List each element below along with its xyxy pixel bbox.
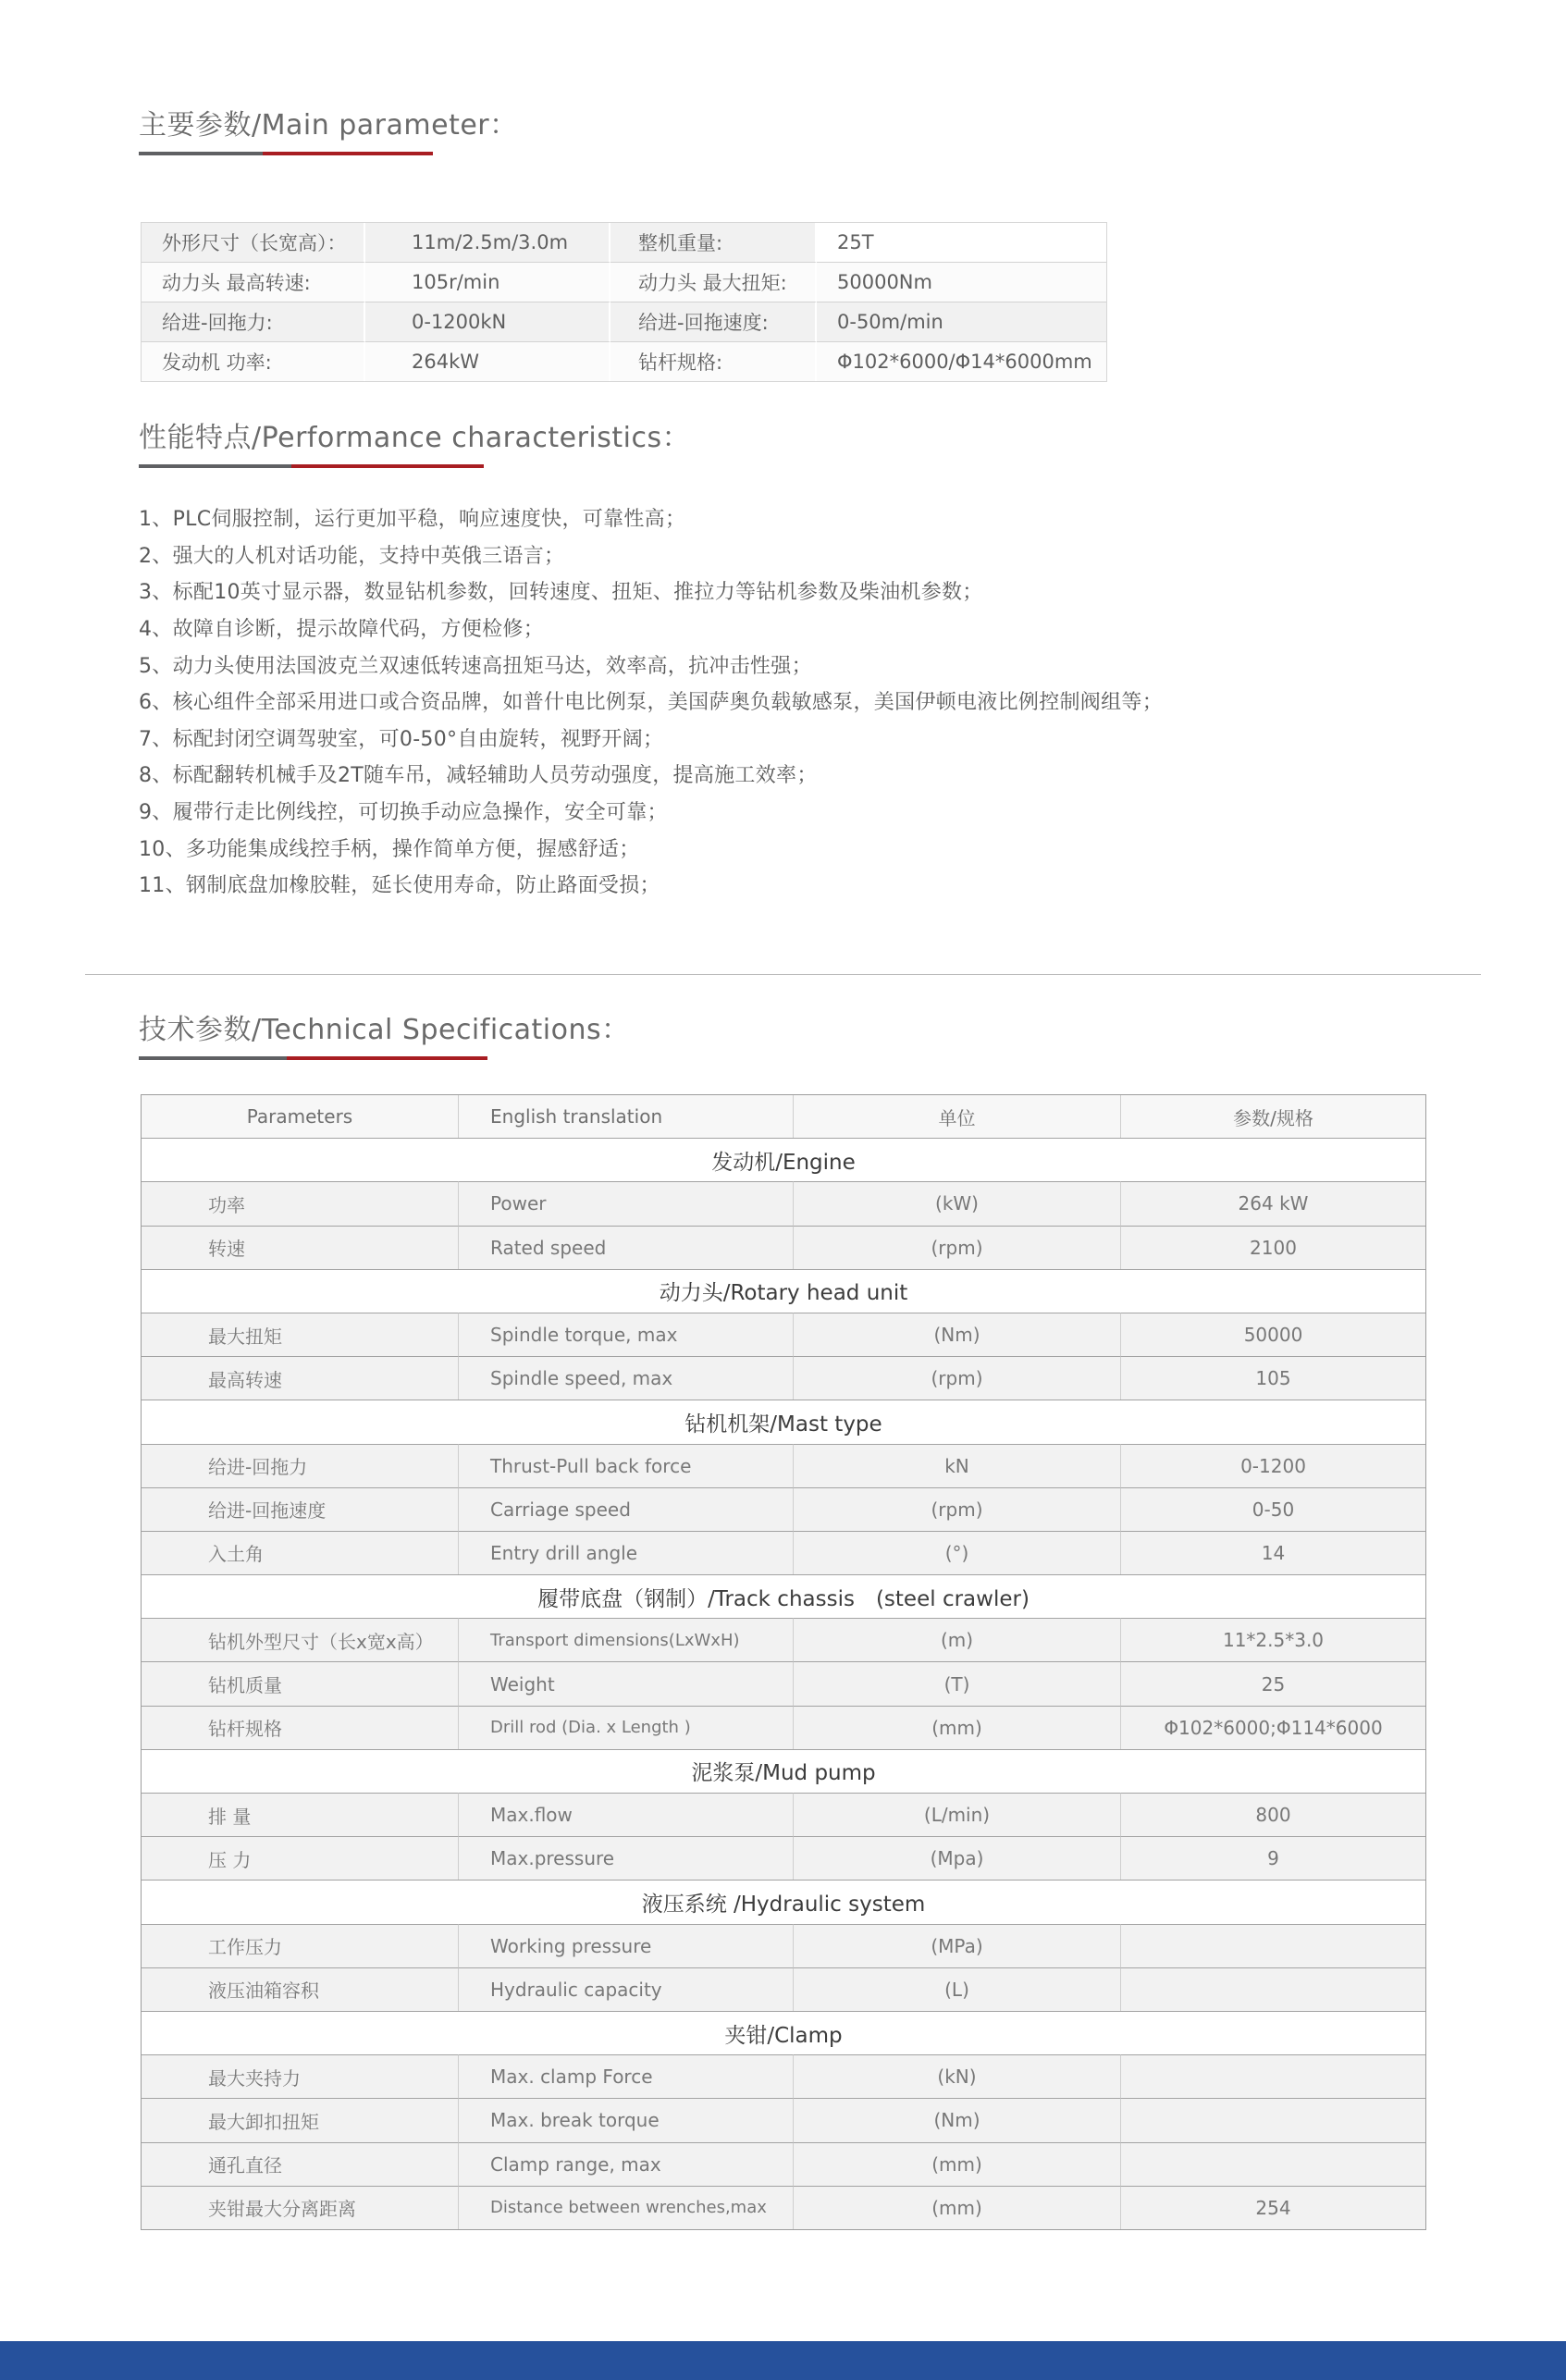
tech-parameter: 工作压力 xyxy=(142,1924,458,1967)
tech-value: 14 xyxy=(1120,1531,1425,1574)
tech-spec-table xyxy=(141,1094,1426,2230)
tech-unit: (kW) xyxy=(793,1181,1120,1225)
tech-section-title: 发动机/Engine xyxy=(142,1138,1425,1181)
tech-unit: (Nm) xyxy=(793,2098,1120,2141)
tech-translation: Carriage speed xyxy=(458,1487,793,1531)
tech-parameter: 最大夹持力 xyxy=(142,2054,458,2098)
tech-unit: (mm) xyxy=(793,2186,1120,2229)
param-value: Φ102*6000/Φ14*6000mm xyxy=(817,342,1106,381)
performance-item: 9、履带行走比例线控，可切换手动应急操作，安全可靠； xyxy=(139,801,668,825)
performance-item: 6、核心组件全部采用进口或合资品牌，如普什电比例泵，美国萨奥负载敏感泵，美国伊顿电液比例控制阀组等； xyxy=(139,691,1164,715)
tech-value: 50000 xyxy=(1120,1313,1425,1356)
tech-data-row xyxy=(142,1444,1425,1487)
tech-section-title: 液压系统 /Hydraulic system xyxy=(142,1880,1425,1923)
tech-unit: (mm) xyxy=(793,2142,1120,2186)
param-label: 动力头 最高转速: xyxy=(142,263,365,302)
tech-section-title: 动力头/Rotary head unit xyxy=(142,1269,1425,1313)
tech-header-cell: English translation xyxy=(458,1095,793,1138)
tech-header-cell: 参数/规格 xyxy=(1120,1095,1425,1138)
tech-parameter: 转速 xyxy=(142,1226,458,1269)
param-value: 25T xyxy=(817,223,1106,263)
underline-gray-segment xyxy=(139,152,263,155)
tech-data-row xyxy=(142,1661,1425,1705)
param-value: 0-50m/min xyxy=(817,302,1106,342)
performance-item: 5、动力头使用法国波克兰双速低转速高扭矩马达，效率高，抗冲击性强； xyxy=(139,654,812,678)
param-label: 外形尺寸（长宽高）： xyxy=(142,223,365,263)
tech-translation: Clamp range, max xyxy=(458,2142,793,2186)
tech-translation: Distance between wrenches,max xyxy=(458,2186,793,2229)
performance-item: 7、标配封闭空调驾驶室，可0-50°自由旋转，视野开阔； xyxy=(139,727,664,751)
tech-unit: (mm) xyxy=(793,1706,1120,1749)
tech-parameter: 夹钳最大分离距离 xyxy=(142,2186,458,2229)
tech-unit: (rpm) xyxy=(793,1356,1120,1400)
param-label: 给进-回拖力: xyxy=(142,302,365,342)
tech-translation: Power xyxy=(458,1181,793,1225)
param-value: 105r/min xyxy=(365,263,610,302)
performance-item: 1、PLC伺服控制，运行更加平稳，响应速度快，可靠性高； xyxy=(139,508,686,532)
tech-parameter: 给进-回拖力 xyxy=(142,1444,458,1487)
tech-section-title: 履带底盘（钢制）/Track chassis (steel crawler) xyxy=(142,1574,1425,1618)
tech-parameter: 最大卸扣扭矩 xyxy=(142,2098,458,2141)
tech-section-title: 泥浆泵/Mud pump xyxy=(142,1749,1425,1793)
tech-value xyxy=(1120,2098,1425,2141)
underline-gray-segment xyxy=(139,1056,287,1060)
tech-data-row xyxy=(142,2186,1425,2229)
underline-red-segment xyxy=(263,152,433,155)
tech-section-row xyxy=(142,1269,1425,1313)
tech-translation: Max. clamp Force xyxy=(458,2054,793,2098)
param-label: 钻杆规格: xyxy=(610,342,817,381)
tech-unit: (L/min) xyxy=(793,1793,1120,1836)
tech-data-row xyxy=(142,1967,1425,2011)
tech-unit: (Mpa) xyxy=(793,1836,1120,1880)
main-param-row xyxy=(142,263,1106,302)
tech-value xyxy=(1120,2054,1425,2098)
tech-unit: (Nm) xyxy=(793,1313,1120,1356)
param-label: 给进-回拖速度: xyxy=(610,302,817,342)
tech-data-row xyxy=(142,2098,1425,2141)
tech-translation: Thrust-Pull back force xyxy=(458,1444,793,1487)
tech-section-row xyxy=(142,1749,1425,1793)
tech-data-row xyxy=(142,1924,1425,1967)
tech-section-row xyxy=(142,1574,1425,1618)
tech-unit: (m) xyxy=(793,1618,1120,1661)
main-param-table xyxy=(141,222,1107,382)
tech-data-row xyxy=(142,1793,1425,1836)
section-divider xyxy=(85,974,1481,975)
tech-section-row xyxy=(142,1400,1425,1443)
underline-red-segment xyxy=(291,464,484,468)
technical-title: 技术参数/Technical Specifications： xyxy=(139,1014,630,1046)
tech-value: 2100 xyxy=(1120,1226,1425,1269)
tech-data-row xyxy=(142,1706,1425,1749)
tech-translation: Spindle torque, max xyxy=(458,1313,793,1356)
underline-red-segment xyxy=(287,1056,487,1060)
tech-value xyxy=(1120,1967,1425,2011)
performance-item: 4、故障自诊断，提示故障代码，方便检修； xyxy=(139,618,544,642)
tech-unit: (T) xyxy=(793,1661,1120,1705)
tech-parameter: 入土角 xyxy=(142,1531,458,1574)
param-value: 0-1200kN xyxy=(365,302,610,342)
tech-section-row xyxy=(142,1880,1425,1923)
tech-parameter: 钻杆规格 xyxy=(142,1706,458,1749)
tech-parameter: 最高转速 xyxy=(142,1356,458,1400)
param-value: 264kW xyxy=(365,342,610,381)
tech-value: 0-50 xyxy=(1120,1487,1425,1531)
tech-parameter: 给进-回拖速度 xyxy=(142,1487,458,1531)
main-param-row xyxy=(142,223,1106,263)
tech-value: 105 xyxy=(1120,1356,1425,1400)
performance-list xyxy=(139,499,1452,903)
tech-translation: Rated speed xyxy=(458,1226,793,1269)
tech-data-row xyxy=(142,1356,1425,1400)
tech-parameter: 钻机质量 xyxy=(142,1661,458,1705)
tech-header-cell: 单位 xyxy=(793,1095,1120,1138)
tech-data-row xyxy=(142,1313,1425,1356)
main-param-table-body xyxy=(142,223,1106,381)
tech-unit: (rpm) xyxy=(793,1226,1120,1269)
tech-value: 800 xyxy=(1120,1793,1425,1836)
tech-data-row xyxy=(142,1226,1425,1269)
param-value: 50000Nm xyxy=(817,263,1106,302)
tech-parameter: 功率 xyxy=(142,1181,458,1225)
tech-parameter: 钻机外型尺寸（长x宽x高） xyxy=(142,1618,458,1661)
technical-heading xyxy=(139,1014,630,1060)
tech-data-row xyxy=(142,1531,1425,1574)
performance-heading xyxy=(139,422,690,468)
tech-parameter: 最大扭矩 xyxy=(142,1313,458,1356)
tech-unit: (MPa) xyxy=(793,1924,1120,1967)
tech-translation: Max.flow xyxy=(458,1793,793,1836)
tech-section-row xyxy=(142,2011,1425,2054)
performance-title: 性能特点/Performance characteristics： xyxy=(139,422,691,454)
tech-parameter: 通孔直径 xyxy=(142,2142,458,2186)
tech-translation: Spindle speed, max xyxy=(458,1356,793,1400)
tech-header-cell: Parameters xyxy=(142,1095,458,1138)
performance-item: 11、钢制底盘加橡胶鞋，延长使用寿命，防止路面受损； xyxy=(139,874,660,898)
tech-value: 0-1200 xyxy=(1120,1444,1425,1487)
heading-underline xyxy=(139,152,518,155)
param-label: 发动机 功率: xyxy=(142,342,365,381)
tech-unit: (kN) xyxy=(793,2054,1120,2098)
performance-item: 10、多功能集成线控手柄，操作简单方便，握感舒适； xyxy=(139,837,640,861)
tech-unit: (rpm) xyxy=(793,1487,1120,1531)
tech-unit: (°) xyxy=(793,1531,1120,1574)
tech-translation: Hydraulic capacity xyxy=(458,1967,793,2011)
main-parameter-heading xyxy=(139,109,518,155)
tech-value: 25 xyxy=(1120,1661,1425,1705)
tech-section-title: 夹钳/Clamp xyxy=(142,2011,1425,2054)
tech-data-row xyxy=(142,2054,1425,2098)
tech-data-row xyxy=(142,1618,1425,1661)
tech-value xyxy=(1120,1924,1425,1967)
tech-translation: Weight xyxy=(458,1661,793,1705)
tech-data-row xyxy=(142,2142,1425,2186)
tech-data-row xyxy=(142,1181,1425,1225)
tech-translation: Entry drill angle xyxy=(458,1531,793,1574)
tech-section-row xyxy=(142,1138,1425,1181)
main-param-row xyxy=(142,342,1106,381)
tech-spec-table-body xyxy=(142,1095,1425,2229)
tech-header-row xyxy=(142,1095,1425,1138)
tech-translation: Working pressure xyxy=(458,1924,793,1967)
tech-value: Φ102*6000;Φ114*6000 xyxy=(1120,1706,1425,1749)
tech-data-row xyxy=(142,1836,1425,1880)
tech-parameter: 液压油箱容积 xyxy=(142,1967,458,2011)
param-value: 11m/2.5m/3.0m xyxy=(365,223,610,263)
performance-item: 2、强大的人机对话功能，支持中英俄三语言； xyxy=(139,544,565,568)
performance-item: 8、标配翻转机械手及2T随车吊，减轻辅助人员劳动强度，提高施工效率； xyxy=(139,764,818,788)
tech-value xyxy=(1120,2142,1425,2186)
main-param-row xyxy=(142,302,1106,342)
tech-data-row xyxy=(142,1487,1425,1531)
tech-value: 264 kW xyxy=(1120,1181,1425,1225)
tech-translation: Max. break torque xyxy=(458,2098,793,2141)
heading-underline xyxy=(139,1056,630,1060)
tech-value: 254 xyxy=(1120,2186,1425,2229)
param-label: 整机重量: xyxy=(610,223,817,263)
tech-value: 9 xyxy=(1120,1836,1425,1880)
tech-unit: (L) xyxy=(793,1967,1120,2011)
underline-gray-segment xyxy=(139,464,291,468)
tech-translation: Drill rod (Dia. x Length ) xyxy=(458,1706,793,1749)
tech-unit: kN xyxy=(793,1444,1120,1487)
tech-parameter: 排 量 xyxy=(142,1793,458,1836)
tech-translation: Transport dimensions(LxWxH) xyxy=(458,1618,793,1661)
main-parameter-title: 主要参数/Main parameter： xyxy=(139,109,518,142)
tech-parameter: 压 力 xyxy=(142,1836,458,1880)
heading-underline xyxy=(139,464,690,468)
tech-translation: Max.pressure xyxy=(458,1836,793,1880)
param-label: 动力头 最大扭矩: xyxy=(610,263,817,302)
performance-item: 3、标配10英寸显示器，数显钻机参数，回转速度、扭矩、推拉力等钻机参数及柴油机参数； xyxy=(139,581,983,605)
footer-bar xyxy=(0,2341,1566,2380)
tech-section-title: 钻机机架/Mast type xyxy=(142,1400,1425,1443)
tech-value: 11*2.5*3.0 xyxy=(1120,1618,1425,1661)
